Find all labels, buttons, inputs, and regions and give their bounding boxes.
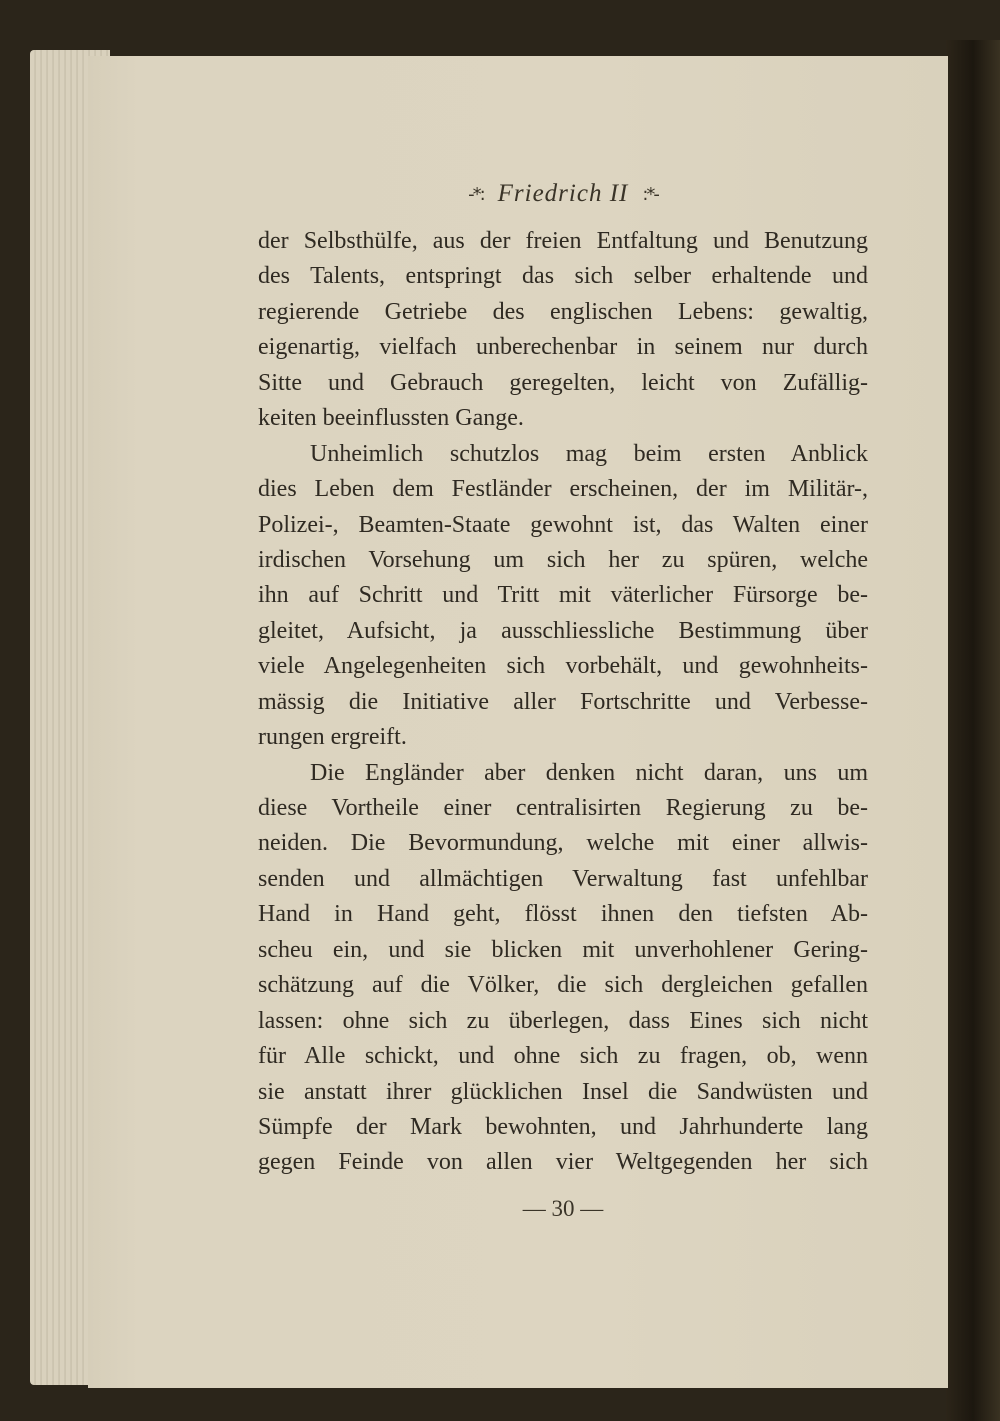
text-line: des Talents, entspringt das sich selber erhaltende und	[258, 263, 868, 290]
text-line: diese Vortheile einer centralisirten Regierung zu be-	[258, 795, 868, 821]
text-line: gleitet, Aufsicht, ja ausschliessliche Bestimmung über	[258, 617, 868, 644]
right-ornament-icon: :*-	[642, 183, 658, 205]
text-line: Sümpfe der Mark bewohnten, und Jahrhunderte lang	[258, 1113, 868, 1140]
text-line: gegen Feinde von allen vier Weltgegenden her sich	[258, 1149, 868, 1176]
text-line: Hand in Hand geht, flösst ihnen den tiefsten Ab-	[258, 901, 868, 928]
text-line: schätzung auf die Völker, die sich dergleichen gefallen	[258, 972, 868, 999]
running-title: Friedrich II	[497, 180, 629, 207]
left-ornament-icon: -*:	[468, 183, 484, 205]
text-line: Unheimlich schutzlos mag beim ersten Anblick	[310, 440, 868, 467]
text-line: viele Angelegenheiten sich vorbehält, und gewohnheits-	[258, 653, 868, 680]
text-line: Polizei-, Beamten-Staate gewohnt ist, das Walten einer	[258, 511, 868, 538]
text-line: Die Engländer aber denken nicht daran, uns um	[310, 759, 868, 786]
text-line: rungen ergreift.	[258, 724, 407, 751]
text-line: eigenartig, vielfach unberechenbar in seinem nur durch	[258, 334, 868, 361]
running-head	[258, 176, 868, 212]
book-gutter	[946, 40, 1000, 1421]
text-line: dies Leben dem Festländer erscheinen, der im Militär-,	[258, 476, 868, 503]
text-line: lassen: ohne sich zu überlegen, dass Eines sich nicht	[258, 1007, 868, 1034]
text-line: regierende Getriebe des englischen Lebens: gewaltig,	[258, 298, 868, 325]
text-line: neiden. Die Bevormundung, welche mit einer allwis-	[258, 830, 868, 857]
body-text	[258, 224, 868, 1181]
text-line: für Alle schickt, und ohne sich zu fragen, ob, wenn	[258, 1043, 868, 1070]
text-line: mässig die Initiative aller Fortschritte und Verbesse-	[258, 688, 868, 715]
text-line: sie anstatt ihrer glücklichen Insel die Sandwüsten und	[258, 1078, 868, 1105]
page-number: — 30 —	[522, 1196, 604, 1221]
text-line: senden und allmächtigen Verwaltung fast unfehlbar	[258, 865, 868, 892]
text-line: ihn auf Schritt und Tritt mit väterlicher Fürsorge be-	[258, 582, 868, 609]
text-line: Sitte und Gebrauch geregelten, leicht von Zufällig-	[258, 369, 868, 396]
text-line: scheu ein, und sie blicken mit unverhohlener Gering-	[258, 936, 868, 963]
text-line: irdischen Vorsehung um sich her zu spüren, welche	[258, 546, 868, 573]
text-line: keiten beeinflussten Gange.	[258, 405, 524, 432]
text-line: der Selbsthülfe, aus der freien Entfaltung und Benutzung	[258, 228, 868, 254]
